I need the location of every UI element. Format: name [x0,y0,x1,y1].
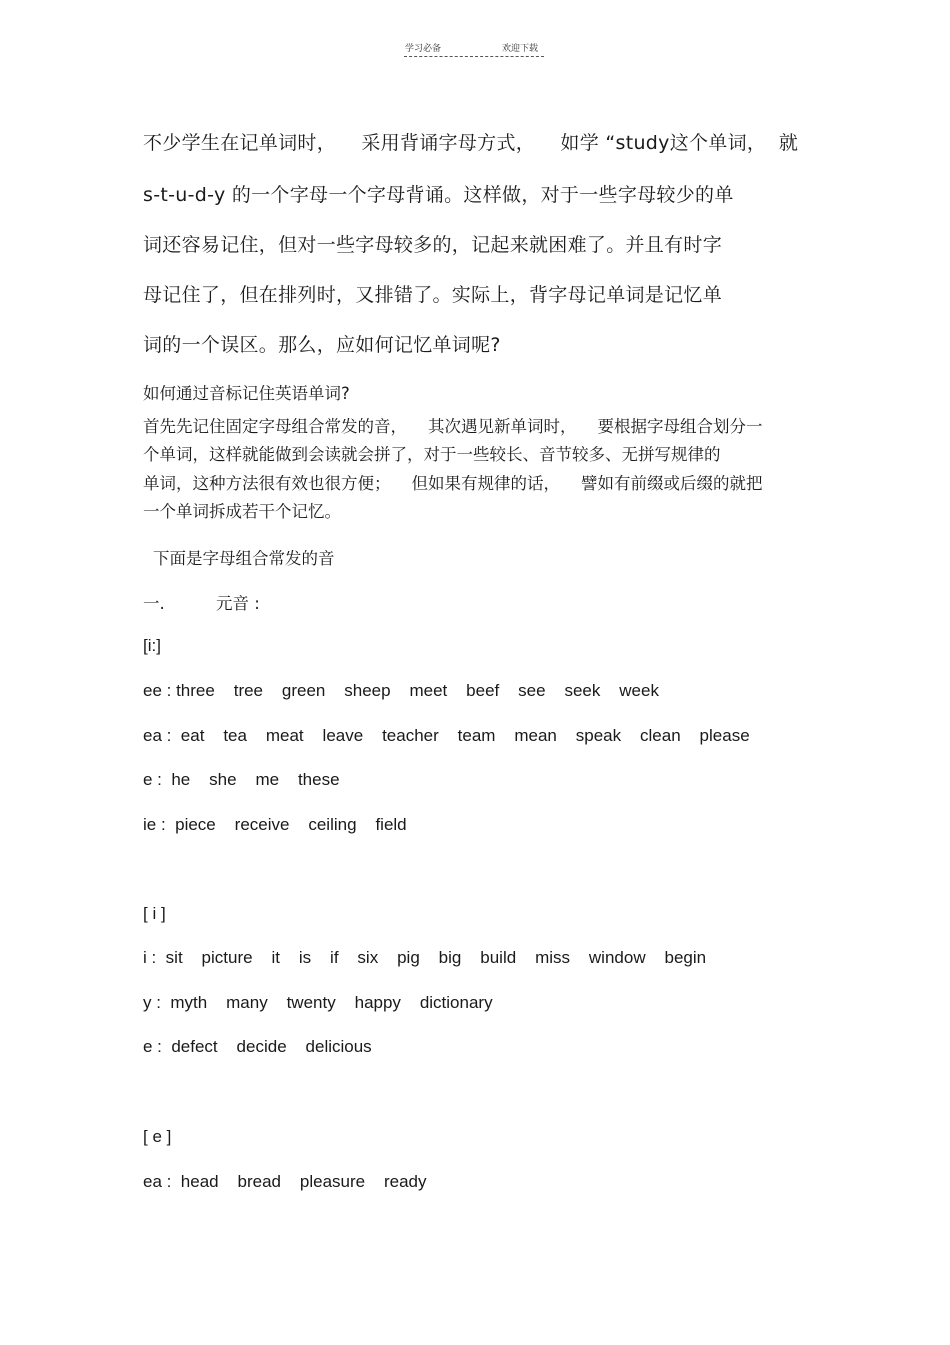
phonetic-row-i: i : sit picture it is if six pig big build miss window begin [143,948,707,967]
phonetic-row-ee: ee : three tree green sheep meet beef see seek week [143,681,659,700]
phonetic-row-e: e : he she me these [143,770,340,789]
subtitle: 下面是字母组合常发的音 [153,549,335,568]
intro-line-5: 词的一个误区。那么，应如何记忆单词呢? [143,334,501,356]
method-line-2: 个单词，这样就能做到会读就会拼了，对于一些较长、音节较多、无拼写规律的 [143,445,721,464]
header-left-text: 学习必备 [405,44,442,54]
phonetic-row-ea-short: ea : head bread pleasure ready [143,1172,427,1191]
phonetic-row-ie: ie : piece receive ceiling field [143,815,407,834]
intro-line-1: 不少学生在记单词时， 采用背诵字母方式， 如学 “study这个单词， 就 [143,132,799,154]
method-line-1: 首先先记住固定字母组合常发的音， 其次遇见新单词时， 要根据字母组合划分一 [143,417,763,436]
phonetic-row-ea: ea : eat tea meat leave teacher team mean speak clean please [143,726,750,745]
phonetic-row-e-short: e : defect decide delicious [143,1037,372,1056]
phonetic-symbol-i-short: [ i ] [143,904,166,923]
page-header [404,40,544,57]
phonetic-symbol-e-short: [ e ] [143,1127,172,1146]
method-line-3: 单词，这种方法很有效也很方便； 但如果有规律的话， 譬如有前缀或后缀的就把 [143,474,763,493]
section-number: 一. [143,594,165,613]
intro-line-3: 词还容易记住，但对一些字母较多的，记起来就困难了。并且有时字 [143,234,723,256]
phonetic-symbol-i-long: [i:] [143,636,161,655]
phonetic-row-y: y : myth many twenty happy dictionary [143,993,493,1012]
intro-line-4: 母记住了，但在排列时，又排错了。实际上，背字母记单词是记忆单 [143,284,723,306]
intro-line-2: s-t-u-d-y 的一个字母一个字母背诵。这样做，对于一些字母较少的单 [143,184,734,206]
section-title: 元音 : [216,594,260,613]
question-heading: 如何通过音标记住英语单词? [143,384,350,403]
method-line-4: 一个单词拆成若干个记忆。 [143,502,341,521]
header-right-text: 欢迎下载 [502,44,539,54]
